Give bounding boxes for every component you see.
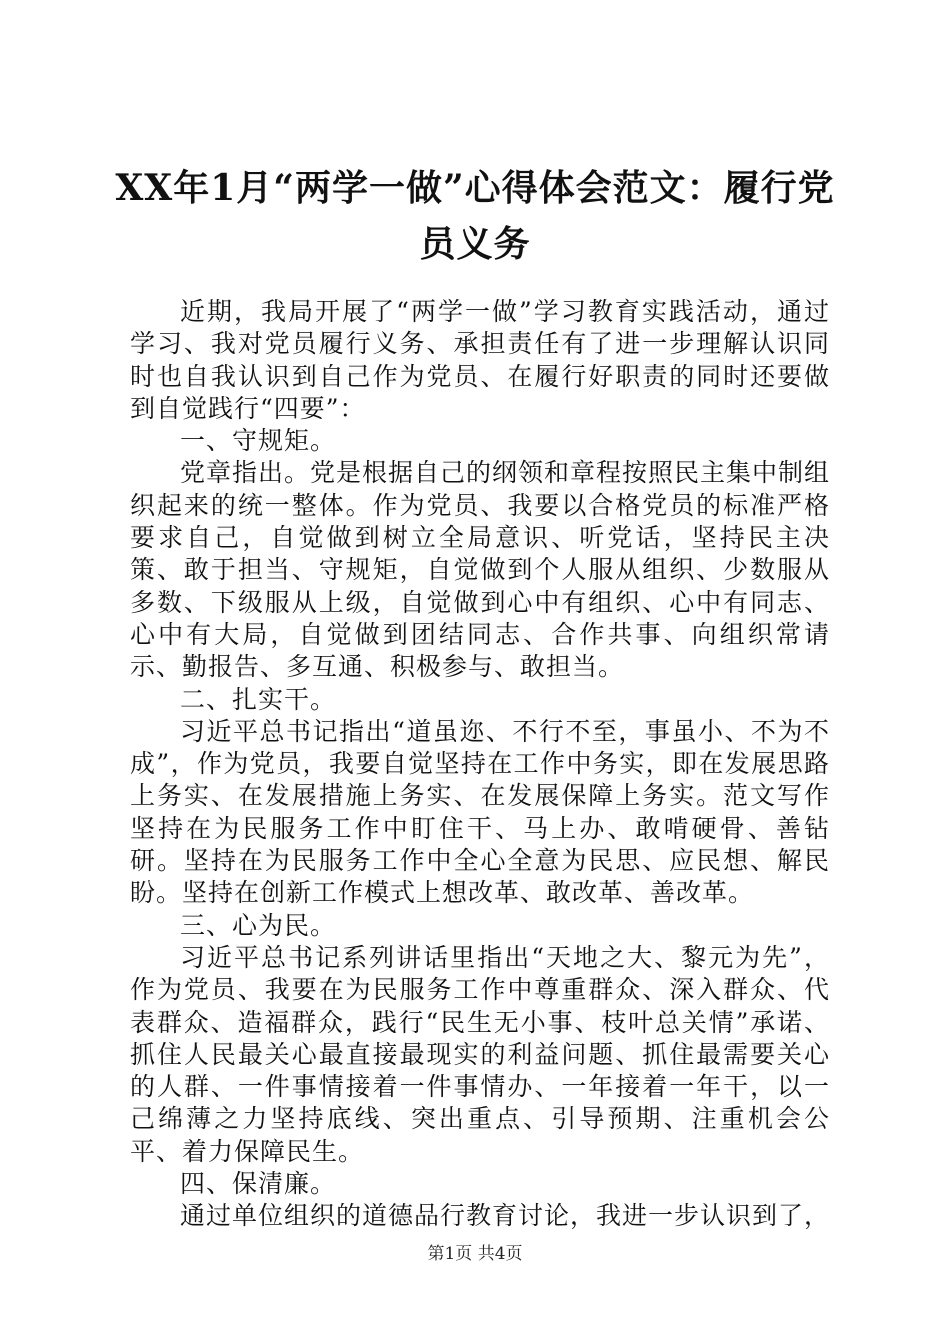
paragraph-section-3: 习近平总书记系列讲话里指出“天地之大、黎元为先”，作为党员、我要在为民服务工作中尊重群众、深入群众、代表群众、造福群众，践行“民生无小事、枝叶总关情”承诺、抓住人民最关心最直接最现实的利益问题、抓住最需要关心的人群、一件事情接着一件事情办、一年接着一年干，以一己绵薄之力坚持底线、突出重点、引导预期、注重机会公平、着力保障民生。 bbox=[130, 942, 830, 1166]
section-heading-3: 三、心为民。 bbox=[180, 910, 337, 940]
section-heading-4: 四、保清廉。 bbox=[180, 1169, 337, 1199]
paragraph-section-4: 通过单位组织的道德品行教育讨论，我进一步认识到了， bbox=[180, 1201, 831, 1231]
paragraph-section-1: 党章指出。党是根据自己的纲领和章程按照民主集中制组织起来的统一整体。作为党员、我要以合格党员的标准严格要求自己，自觉做到树立全局意识、听党话，坚持民主决策、敢于担当、守规矩，自觉做到个人服从组织、少数服从多数、下级服从上级，自觉做到心中有组织、心中有同志、心中有大局，自觉做到团结同志、合作共事、向组织常请示、勤报告、多互通、积极参与、敢担当。 bbox=[130, 458, 831, 682]
section-heading-2: 二、扎实干。 bbox=[180, 684, 337, 714]
document-title: XX年1月“两学一做”心得体会范文：履行党员义务 bbox=[115, 167, 835, 265]
document-body bbox=[130, 296, 830, 1233]
paragraph-intro: 近期，我局开展了“两学一做”学习教育实践活动，通过学习、我对党员履行义务、承担责任有了进一步理解认识同时也自我认识到自己作为党员、在履行好职责的同时还要做到自觉践行“四要”： bbox=[130, 297, 830, 423]
page-number-footer: 第1页 共4页 bbox=[427, 1244, 523, 1264]
paragraph-section-2: 习近平总书记指出“道虽迩、不行不至，事虽小、不为不成”，作为党员，我要自觉坚持在工作中务实，即在发展思路上务实、在发展措施上务实、在发展保障上务实。范文写作坚持在为民服务工作中盯住干、马上办、敢啃硬骨、善钻研。坚持在为民服务工作中全心全意为民思、应民想、解民盼。坚持在创新工作模式上想改革、敢改革、善改革。 bbox=[130, 716, 830, 908]
section-heading-1: 一、守规矩。 bbox=[180, 426, 337, 456]
